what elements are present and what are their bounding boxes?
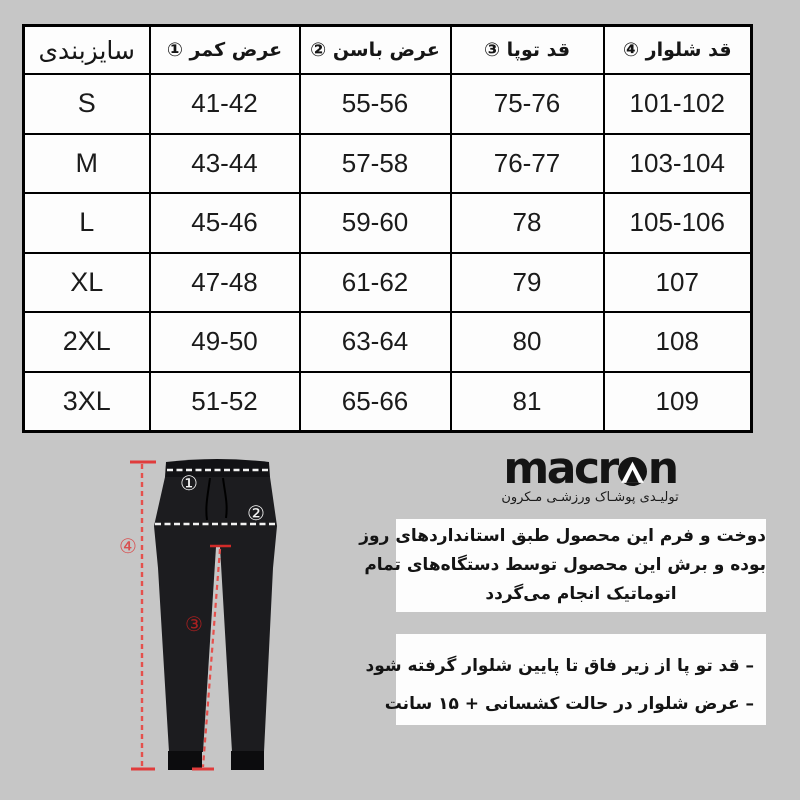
table-row [24, 134, 752, 194]
measurement-note-line: – قد تو پا از زیر فاق تا پایین شلوار گرفته شود [365, 656, 754, 676]
header-inseam: قد توپا ③ [451, 26, 604, 75]
measurement-value-cell: 105-106 [604, 193, 752, 253]
measurement-value-cell: 108 [604, 312, 752, 372]
size-label-cell: L [24, 193, 150, 253]
measurement-value-cell: 47-48 [150, 253, 300, 313]
measurement-value-cell: 103-104 [604, 134, 752, 194]
measurement-value-cell: 43-44 [150, 134, 300, 194]
measurement-value-cell: 55-56 [300, 74, 451, 134]
measurement-value-cell: 81 [451, 372, 604, 432]
measurement-value-cell: 61-62 [300, 253, 451, 313]
logo-text-left: macr [503, 443, 617, 494]
measurement-note-line: – عرض شلوار در حالت کشسانی + ۱۵ سانت [384, 694, 754, 714]
measurement-value-cell: 41-42 [150, 74, 300, 134]
brand-subtitle: تولیـدی پوشـاک ورزشـی مـکرون [501, 489, 679, 505]
measurement-value-cell: 49-50 [150, 312, 300, 372]
logo-text-right: n [647, 443, 677, 494]
measurement-value-cell: 59-60 [300, 193, 451, 253]
marker-2-hip: ② [247, 501, 265, 525]
measurement-value-cell: 65-66 [300, 372, 451, 432]
measurement-note-box [365, 634, 766, 725]
measurement-value-cell: 75-76 [451, 74, 604, 134]
measurement-value-cell: 76-77 [451, 134, 604, 194]
size-label-cell: M [24, 134, 150, 194]
size-label-cell: 2XL [24, 312, 150, 372]
measurement-value-cell: 78 [451, 193, 604, 253]
header-hip-width: عرض باسن ② [300, 26, 451, 75]
marker-4-length: ④ [119, 534, 137, 558]
measurement-value-cell: 79 [451, 253, 604, 313]
production-note-line: بوده و برش این محصول توسط دستگاه‌های تمام [364, 555, 766, 575]
production-note-line: دوخت و فرم این محصول طبق استانداردهای روز [359, 526, 766, 546]
production-note-box [359, 519, 766, 612]
table-row [24, 253, 752, 313]
size-label-cell: XL [24, 253, 150, 313]
measurement-value-cell: 107 [604, 253, 752, 313]
table-row [24, 193, 752, 253]
measurement-value-cell: 101-102 [604, 74, 752, 134]
right-cuff [231, 751, 264, 770]
table-header-row [24, 26, 752, 75]
left-cuff [168, 751, 202, 770]
marker-3-inseam: ③ [185, 612, 203, 636]
size-table [22, 24, 753, 433]
header-pant-length: قد شلوار ④ [604, 26, 752, 75]
measurement-value-cell: 63-64 [300, 312, 451, 372]
table-row [24, 372, 752, 432]
table-row [24, 312, 752, 372]
pants-measurement-diagram [110, 450, 310, 790]
header-waist-width: عرض کمر ① [150, 26, 300, 75]
table-row [24, 74, 752, 134]
measurement-value-cell: 45-46 [150, 193, 300, 253]
header-sizing: سایزبندی [24, 26, 150, 75]
measurement-value-cell: 109 [604, 372, 752, 432]
macron-logo [480, 443, 700, 494]
marker-1-waist: ① [180, 471, 198, 495]
size-label-cell: 3XL [24, 372, 150, 432]
measurement-value-cell: 80 [451, 312, 604, 372]
brand-block [480, 443, 700, 505]
production-note-line: اتوماتیک انجام می‌گردد [485, 584, 677, 604]
measurement-value-cell: 57-58 [300, 134, 451, 194]
macron-emblem-icon [618, 457, 647, 486]
measurement-value-cell: 51-52 [150, 372, 300, 432]
size-label-cell: S [24, 74, 150, 134]
